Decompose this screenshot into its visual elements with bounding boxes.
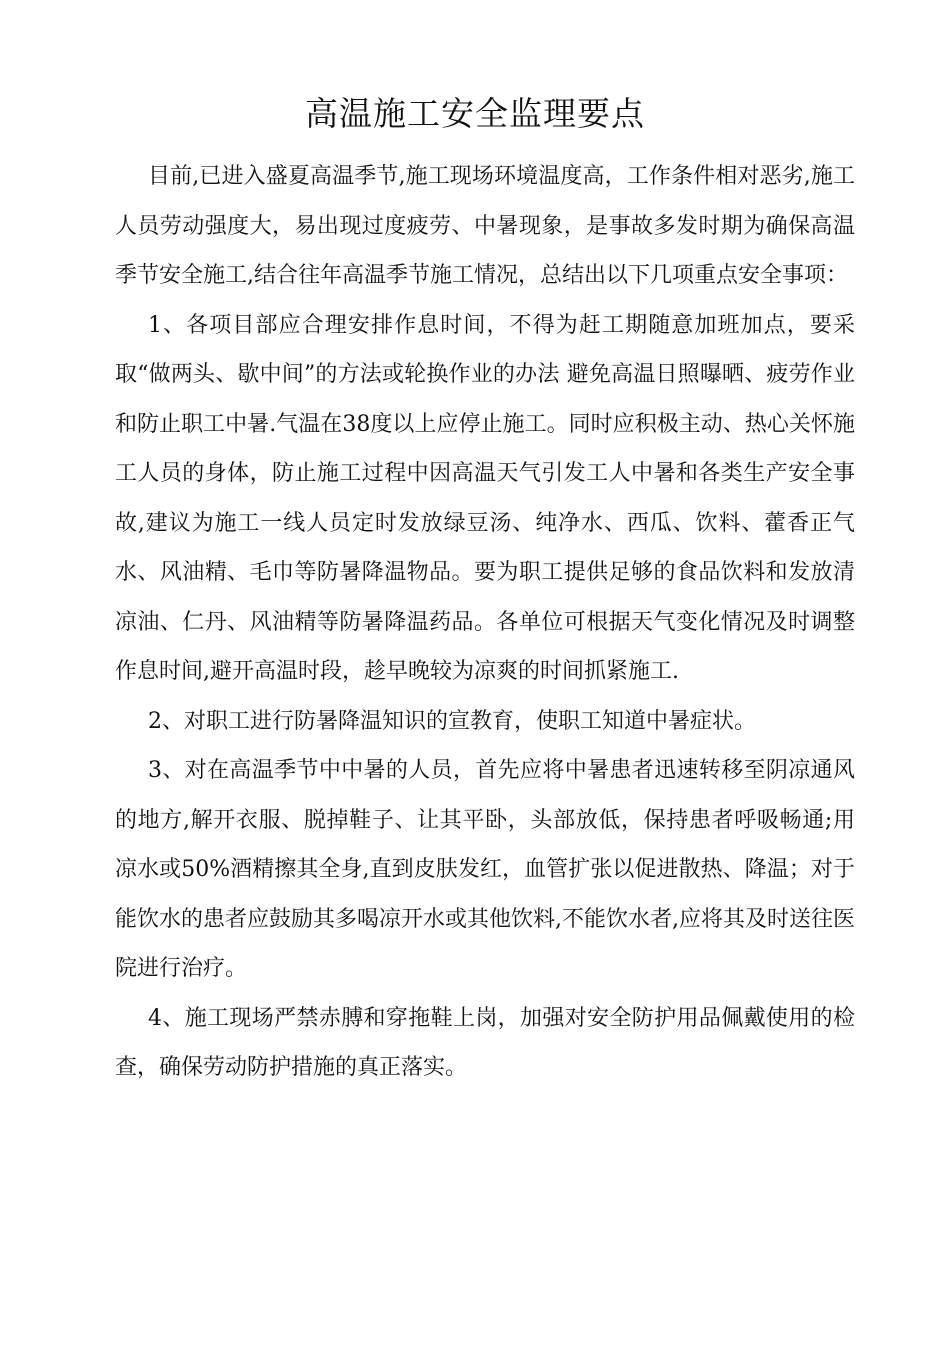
document-body xyxy=(115,152,855,1093)
point-2-paragraph: 2、对职工进行防暑降温知识的宣教育，使职工知道中暑症状。 xyxy=(148,708,756,734)
intro-paragraph: 目前,已进入盛夏高温季节,施工现场环境温度高，工作条件相对恶劣,施工人员劳动强度大，易出现过度疲劳、中暑现象，是事故多发时期为确保高温季节安全施工,结合往年高温季节施工情况，总结出以下几项重点安全事项： xyxy=(115,164,855,288)
point-1-paragraph: 1、各项目部应合理安排作息时间，不得为赶工期随意加班加点，要采取“做两头、歇中间”的方法或轮换作业的办法 避免高温日照曝晒、疲劳作业和防止职工中暑.气温在38度以上应停止施工。同时应积极主动、热心关怀施工人员的身体，防止施工过程中因高温天气引发工人中暑和各类生产安全事故,建议为施工一线人员定时发放绿豆汤、纯净水、西瓜、饮料、藿香正气水、风油精、毛巾等防暑降温物品。要为职工提供足够的食品饮料和发放清凉油、仁丹、风油精等防暑降温药品。各单位可根据天气变化情况及时调整作息时间,避开高温时段，趁早晚较为凉爽的时间抓紧施工. xyxy=(115,312,855,684)
point-3-paragraph: 3、对在高温季节中中暑的人员，首先应将中暑患者迅速转移至阴凉通风的地方,解开衣服、脱掉鞋子、让其平卧，头部放低，保持患者呼吸畅通;用凉水或50%酒精擦其全身,直到皮肤发红，血管扩张以促进散热、降温；对于能饮水的患者应鼓励其多喝凉开水或其他饮料,不能饮水者,应将其及时送往医院进行治疗。 xyxy=(115,758,855,981)
document-title: 高温施工安全监理要点 xyxy=(305,94,645,133)
point-4-paragraph: 4、施工现场严禁赤膊和穿拖鞋上岗，加强对安全防护用品佩戴使用的检查，确保劳动防护措施的真正落实。 xyxy=(115,1005,855,1080)
